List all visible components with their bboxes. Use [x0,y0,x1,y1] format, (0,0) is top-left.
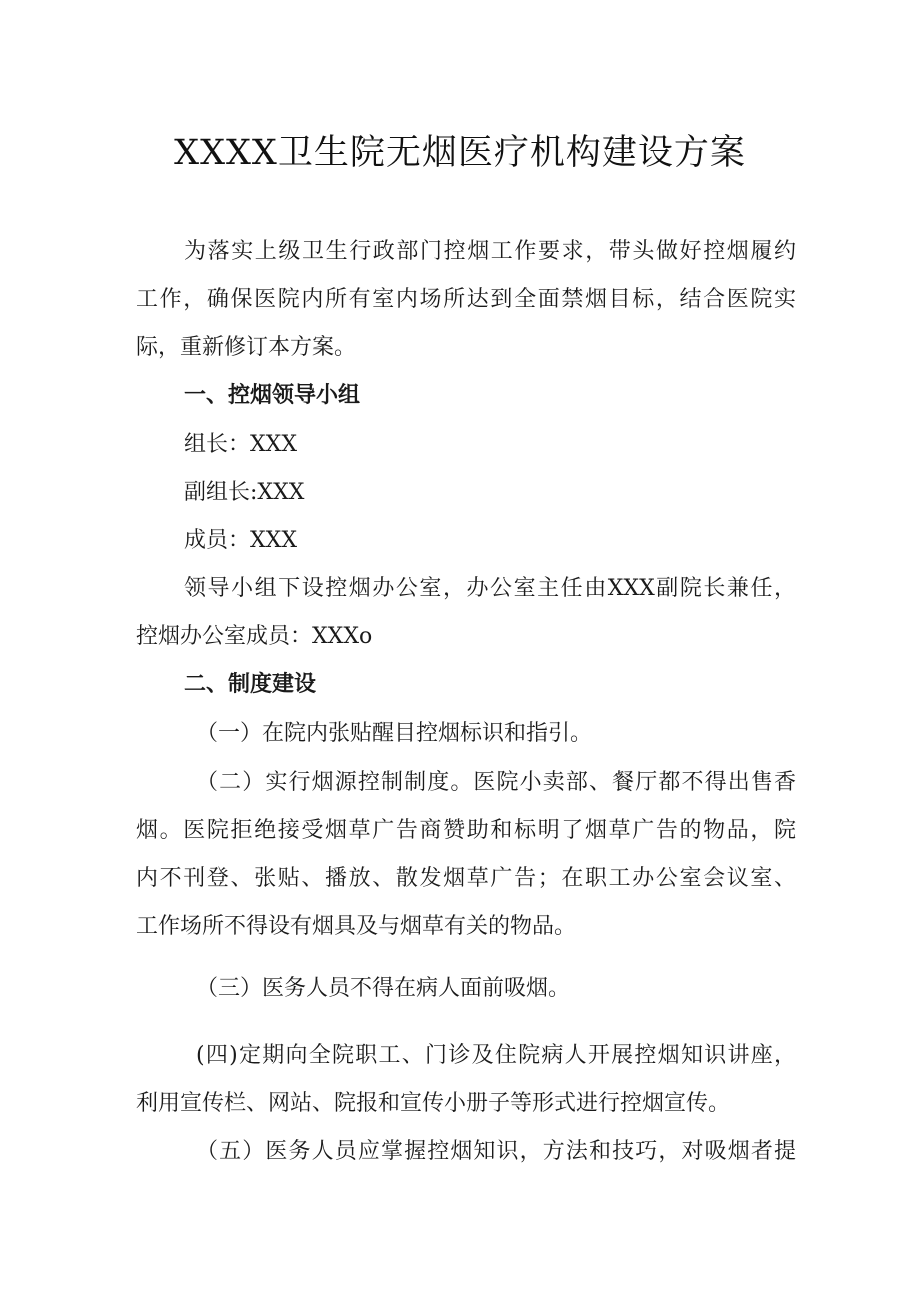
rule-item-4-line-2: 利用宣传栏、网站、院报和宣传小册子等形式进行控烟宣传。 [136,1091,731,1116]
rule-item-5-line-1: （五）医务人员应掌握控烟知识，方法和技巧，对吸烟者提 [196,1139,796,1164]
office-line-2: 控烟办公室成员：XXXo [136,624,373,649]
rule-item-2-line-3: 内不刊登、张贴、播放、散发烟草广告；在职工办公室会议室、 [136,866,796,891]
intro-line-3: 际，重新修订本方案。 [136,335,357,360]
rule-item-3: （三）医务人员不得在病人面前吸烟。 [196,976,571,1001]
rule-item-2-line-1: （二）实行烟源控制制度。医院小卖部、餐厅都不得出售香 [196,770,796,795]
intro-line-1: 为落实上级卫生行政部门控烟工作要求，带头做好控烟履约 [184,239,796,264]
section-2-heading: 二、制度建设 [184,672,317,697]
rule-item-2-line-4: 工作场所不得设有烟具及与烟草有关的物品。 [136,914,577,939]
office-line-1: 领导小组下设控烟办公室，办公室主任由XXX副院长兼任， [184,576,796,601]
group-members: 成员：XXX [184,528,297,553]
group-deputy-leader: 副组长:XXX [184,480,305,505]
document-title: XXXX卫生院无烟医疗机构建设方案 [174,133,746,173]
rule-item-1: （一）在院内张贴醒目控烟标识和指引。 [196,721,593,746]
section-1-heading: 一、控烟领导小组 [184,383,361,408]
intro-line-2: 工作，确保医院内所有室内场所达到全面禁烟目标，结合医院实 [136,287,796,312]
rule-item-4-line-1: (四)定期向全院职工、门诊及住院病人开展控烟知识讲座， [196,1043,796,1068]
rule-item-2-line-2: 烟。医院拒绝接受烟草广告商赞助和标明了烟草广告的物品，院 [136,818,796,843]
group-leader: 组长：XXX [184,432,297,457]
